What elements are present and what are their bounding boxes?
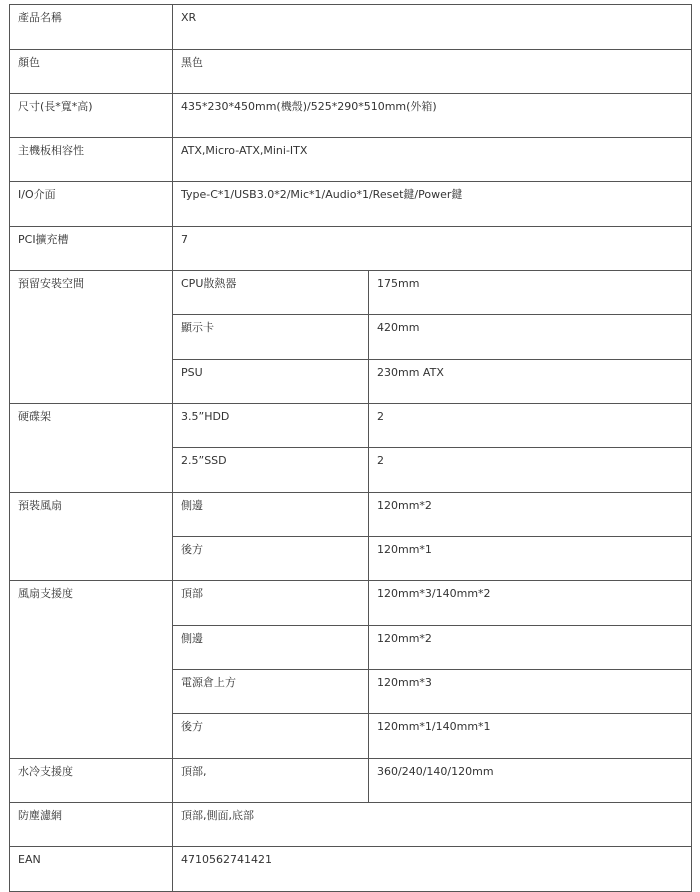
fan-support-value-rear: 120mm*1/140mm*1 [369,714,692,759]
value-product-name: XR [173,5,692,50]
label-dust-filter: 防塵濾網 [10,803,173,847]
table-row [10,803,692,847]
value-color: 黑色 [173,50,692,94]
value-io: Type-C*1/USB3.0*2/Mic*1/Audio*1/Reset鍵/Power鍵 [173,182,692,227]
table-row [10,5,692,50]
preinstalled-fan-value-side: 120mm*2 [369,493,692,537]
value-pci: 7 [173,227,692,271]
liquid-cooling-value: 360/240/140/120mm [369,759,692,803]
label-ean: EAN [10,847,173,892]
spec-table [9,4,692,892]
label-io: I/O介面 [10,182,173,227]
value-ean: 4710562741421 [173,847,692,892]
liquid-cooling-name: 頂部, [173,759,369,803]
clearance-value-psu: 230mm ATX [369,360,692,404]
table-row [10,404,692,448]
value-size: 435*230*450mm(機殼)/525*290*510mm(外箱) [173,94,692,138]
label-pci: PCI擴充槽 [10,227,173,271]
preinstalled-fan-value-rear: 120mm*1 [369,537,692,581]
label-liquid-cooling: 水冷支援度 [10,759,173,803]
table-row [10,759,692,803]
table-row [10,493,692,537]
clearance-value-gpu: 420mm [369,315,692,360]
label-clearance: 預留安裝空間 [10,271,173,404]
clearance-name-gpu: 顯示卡 [173,315,369,360]
preinstalled-fan-name-rear: 後方 [173,537,369,581]
drive-bay-name-hdd: 3.5”HDD [173,404,369,448]
fan-support-name-rear: 後方 [173,714,369,759]
fan-support-name-top: 頂部 [173,581,369,626]
label-fan-support: 風扇支援度 [10,581,173,759]
table-row [10,847,692,892]
preinstalled-fan-name-side: 側邊 [173,493,369,537]
value-motherboard: ATX,Micro-ATX,Mini-ITX [173,138,692,182]
fan-support-value-side: 120mm*2 [369,626,692,670]
fan-support-name-side: 側邊 [173,626,369,670]
table-row [10,227,692,271]
label-color: 顏色 [10,50,173,94]
clearance-name-cpu: CPU散熱器 [173,271,369,315]
clearance-value-cpu: 175mm [369,271,692,315]
label-preinstalled-fans: 預裝風扇 [10,493,173,581]
fan-support-value-top: 120mm*3/140mm*2 [369,581,692,626]
table-row [10,50,692,94]
label-drive-bays: 硬碟架 [10,404,173,493]
label-size: 尺寸(長*寬*高) [10,94,173,138]
drive-bay-value-hdd: 2 [369,404,692,448]
drive-bay-value-ssd: 2 [369,448,692,493]
value-dust-filter: 頂部,側面,底部 [173,803,692,847]
label-motherboard: 主機板相容性 [10,138,173,182]
label-product-name: 產品名稱 [10,5,173,50]
clearance-name-psu: PSU [173,360,369,404]
fan-support-name-psu-top: 電源倉上方 [173,670,369,714]
table-row [10,581,692,626]
table-row [10,138,692,182]
drive-bay-name-ssd: 2.5”SSD [173,448,369,493]
table-row [10,94,692,138]
table-row [10,271,692,315]
table-row [10,182,692,227]
fan-support-value-psu-top: 120mm*3 [369,670,692,714]
